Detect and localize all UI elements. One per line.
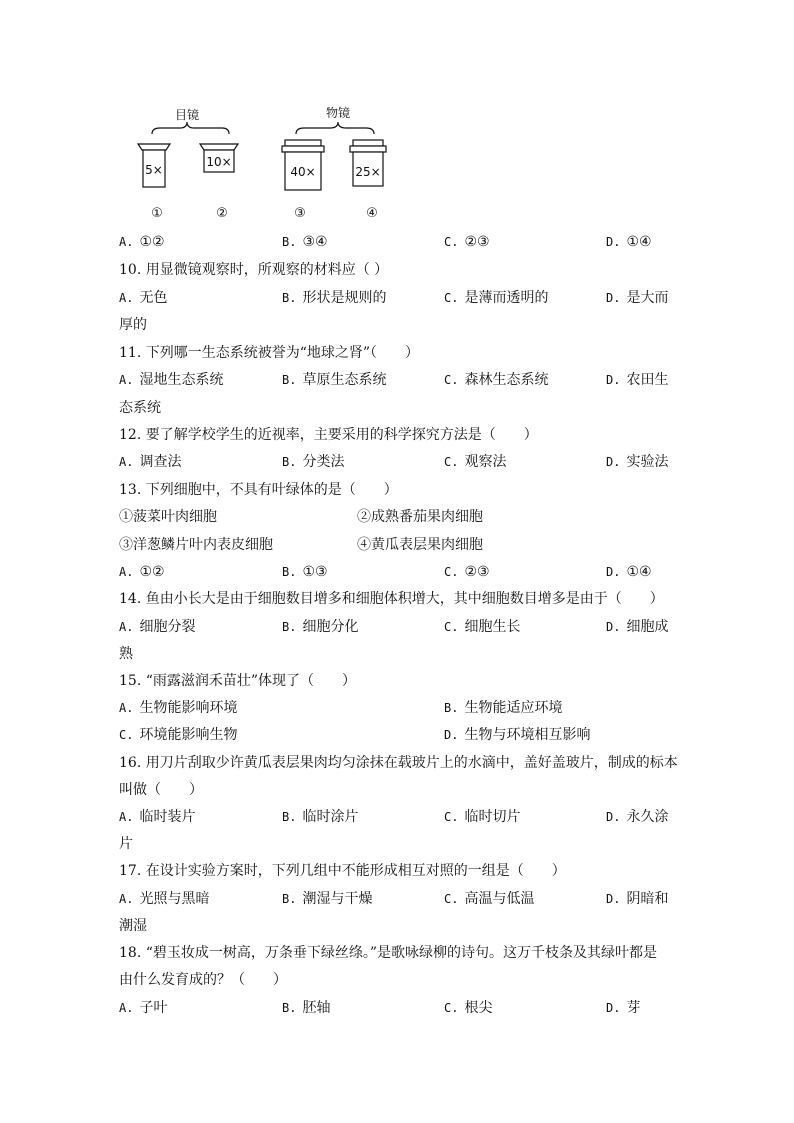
q17-option-d-wrap: 潮湿 — [119, 918, 147, 934]
q18-option-c: C. 根尖 — [444, 1000, 493, 1016]
lens-num-4: ④ — [366, 206, 378, 221]
lens-num-1: ① — [151, 206, 163, 221]
lens-num-3: ③ — [294, 206, 306, 221]
q18-option-b: B. 胚轴 — [282, 1000, 331, 1016]
q16-stem-2: 叫做（ ） — [119, 782, 203, 798]
lens-mag-4: 25× — [355, 165, 381, 179]
q17-option-b: B. 潮湿与干燥 — [282, 891, 373, 907]
q15-option-c: C. 环境能影响生物 — [119, 727, 238, 743]
q10-stem: 10. 用显微镜观察时，所观察的材料应（ ） — [119, 262, 389, 278]
q16-option-d: D. 永久涂 — [606, 809, 669, 825]
q12-option-b: B. 分类法 — [282, 454, 345, 470]
q10-option-c: C. 是薄而透明的 — [444, 290, 549, 306]
q13-item-1: ①菠菜叶肉细胞 — [119, 509, 217, 525]
q16-option-b: B. 临时涂片 — [282, 809, 359, 825]
q17-option-c: C. 高温与低温 — [444, 891, 535, 907]
q10-option-d: D. 是大而 — [606, 290, 669, 306]
q11-option-a: A. 湿地生态系统 — [119, 372, 224, 388]
lens-num-2: ② — [216, 206, 228, 221]
q16-option-c: C. 临时切片 — [444, 809, 521, 825]
q13-stem: 13. 下列细胞中，不具有叶绿体的是（ ） — [119, 482, 398, 498]
q13-option-c: C. ②③ — [444, 564, 490, 580]
q18-option-d: D. 芽 — [606, 1000, 641, 1016]
q11-stem: 11. 下列哪一生态系统被誉为“地球之肾”（ ） — [119, 345, 420, 361]
q12-stem: 12. 要了解学校学生的近视率，主要采用的科学探究方法是（ ） — [119, 427, 538, 443]
q18-option-a: A. 子叶 — [119, 1000, 168, 1016]
q11-option-c: C. 森林生态系统 — [444, 372, 549, 388]
objective-25x — [350, 140, 386, 186]
lens-mag-1: 5× — [145, 163, 163, 177]
q13-option-b: B. ①③ — [282, 564, 328, 580]
q17-option-d: D. 阴暗和 — [606, 891, 669, 907]
objective-label: 物镜 — [325, 106, 351, 120]
q14-option-d-wrap: 熟 — [119, 646, 133, 662]
microscope-lens-figure — [130, 100, 400, 225]
lens-mag-3: 40× — [290, 165, 316, 179]
q12-option-c: C. 观察法 — [444, 454, 507, 470]
q14-option-d: D. 细胞成 — [606, 619, 669, 635]
q18-stem-2: 由什么发育成的？（ ） — [119, 972, 287, 988]
q17-stem: 17. 在设计实验方案时，下列几组中不能形成相互对照的一组是（ ） — [119, 863, 566, 879]
eyepiece-brace — [152, 122, 229, 134]
q13-option-d: D. ①④ — [606, 564, 652, 580]
q10-option-a: A. 无色 — [119, 290, 168, 306]
q12-option-a: A. 调查法 — [119, 454, 182, 470]
q11-option-b: B. 草原生态系统 — [282, 372, 387, 388]
q13-item-2: ②成熟番茄果肉细胞 — [357, 509, 483, 525]
q17-option-a: A. 光照与黑暗 — [119, 891, 210, 907]
q16-stem: 16. 用刀片刮取少许黄瓜表层果肉均匀涂抹在载玻片上的水滴中，盖好盖玻片，制成的标本 — [119, 755, 678, 771]
q9-option-b: B. ③④ — [282, 234, 328, 250]
q13-option-a: A. ①② — [119, 564, 165, 580]
q9-option-a: A. ①② — [119, 234, 165, 250]
eyepiece-label: 目镜 — [174, 108, 200, 122]
q18-stem: 18. “碧玉妆成一树高，万条垂下绿丝绦。”是歌咏绿柳的诗句。这万千枝条及其绿叶都是 — [119, 945, 658, 961]
q15-option-b: B. 生物能适应环境 — [444, 700, 563, 716]
lens-mag-2: 10× — [206, 155, 232, 169]
q14-option-c: C. 细胞生长 — [444, 619, 521, 635]
q13-item-3: ③洋葱鳞片叶内表皮细胞 — [119, 537, 273, 553]
q15-stem: 15. “雨露滋润禾苗壮”体现了（ ） — [119, 673, 357, 689]
eyepiece-5x — [138, 144, 170, 187]
q9-option-d: D. ①④ — [606, 234, 652, 250]
q9-option-c: C. ②③ — [444, 234, 490, 250]
q13-item-4: ④黄瓜表层果肉细胞 — [357, 537, 483, 553]
q14-option-a: A. 细胞分裂 — [119, 619, 196, 635]
q15-option-d: D. 生物与环境相互影响 — [444, 727, 591, 743]
q14-option-b: B. 细胞分化 — [282, 619, 359, 635]
objective-brace — [296, 122, 374, 134]
q10-option-d-wrap: 厚的 — [119, 317, 147, 333]
q11-option-d: D. 农田生 — [606, 372, 669, 388]
eyepiece-10x — [200, 144, 238, 172]
q12-option-d: D. 实验法 — [606, 454, 669, 470]
q11-option-d-wrap: 态系统 — [119, 400, 161, 416]
q10-option-b: B. 形状是规则的 — [282, 290, 387, 306]
q16-option-a: A. 临时装片 — [119, 809, 196, 825]
q15-option-a: A. 生物能影响环境 — [119, 700, 238, 716]
q14-stem: 14. 鱼由小长大是由于细胞数目增多和细胞体积增大，其中细胞数目增多是由于（ ） — [119, 591, 664, 607]
objective-40x — [282, 140, 324, 190]
q16-option-d-wrap: 片 — [119, 836, 133, 852]
